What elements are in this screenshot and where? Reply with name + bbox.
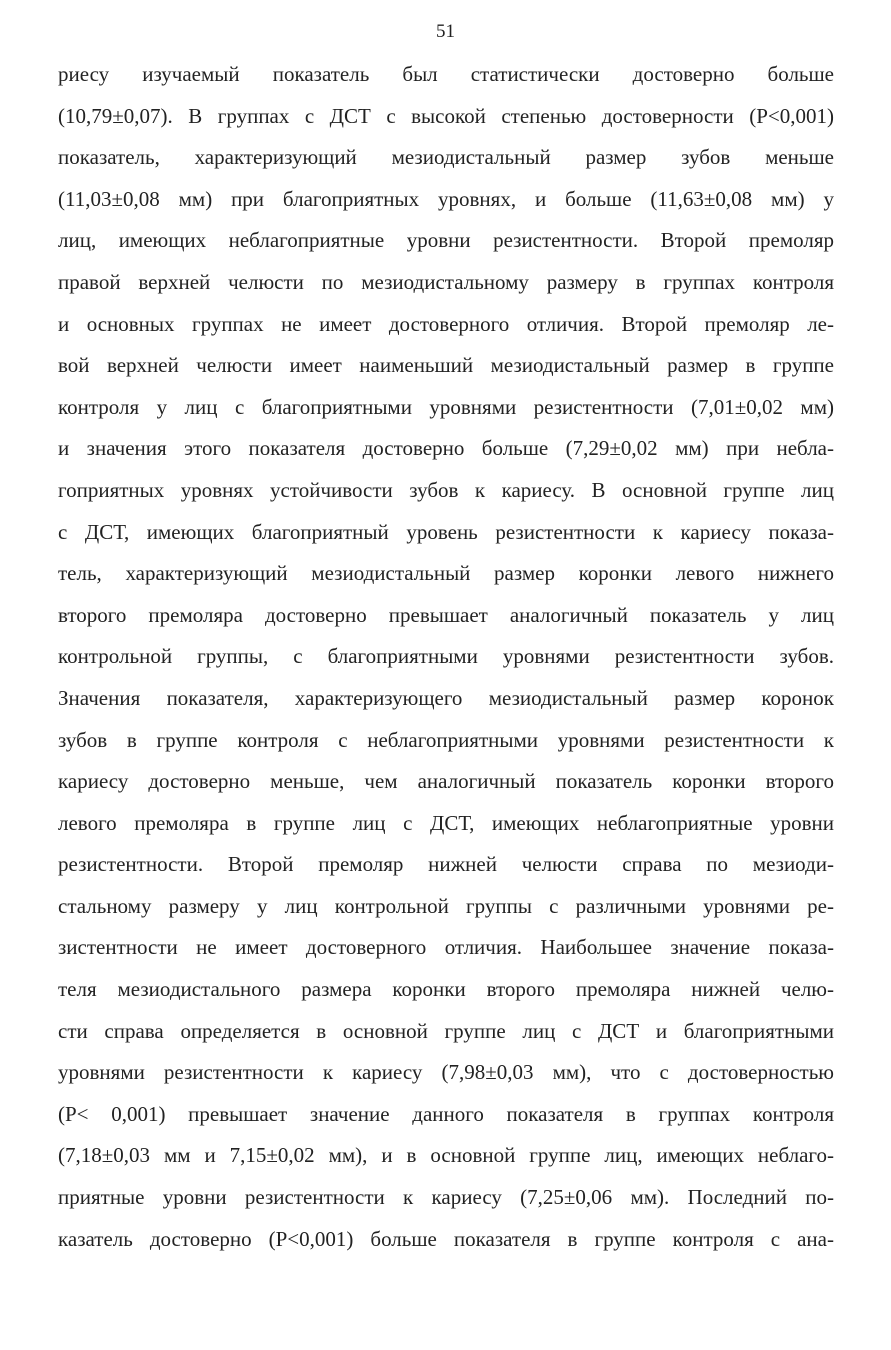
text-line: (7,18±0,03 мм и 7,15±0,02 мм), и в основной группе лиц, имеющих неблаго- bbox=[58, 1143, 834, 1168]
text-line: риесу изучаемый показатель был статистически достоверно больше bbox=[58, 62, 834, 86]
text-line: резистентности. Второй премоляр нижней челюсти справа по мезиоди- bbox=[58, 852, 834, 877]
text-line: и значения этого показателя достоверно больше (7,29±0,02 мм) при небла- bbox=[58, 436, 834, 461]
text-line: (11,03±0,08 мм) при благоприятных уровнях, и больше (11,63±0,08 мм) у bbox=[58, 186, 834, 211]
text-line: левого премоляра в группе лиц с ДСТ, имеющих неблагоприятные уровни bbox=[58, 810, 834, 835]
text-line: (10,79±0,07). В группах с ДСТ с высокой степенью достоверности (Р<0,001) bbox=[58, 103, 834, 128]
text-line: сти справа определяется в основной группе лиц с ДСТ и благоприятными bbox=[58, 1018, 834, 1043]
text-line: (Р< 0,001) превышает значение данного показателя в группах контроля bbox=[58, 1101, 834, 1126]
text-line: контрольной группы, с благоприятными уровнями резистентности зубов. bbox=[58, 644, 834, 669]
page-number: 51 bbox=[436, 21, 455, 42]
text-line: уровнями резистентности к кариесу (7,98±0,03 мм), что с достоверностью bbox=[58, 1060, 834, 1085]
text-line: правой верхней челюсти по мезиодистальному размеру в группах контроля bbox=[58, 269, 834, 294]
text-line: теля мезиодистального размера коронки второго премоляра нижней челю- bbox=[58, 977, 834, 1002]
text-line: Значения показателя, характеризующего мезиодистальный размер коронок bbox=[58, 685, 834, 710]
text-line: лиц, имеющих неблагоприятные уровни резистентности. Второй премоляр bbox=[58, 228, 834, 253]
text-line: контроля у лиц с благоприятными уровнями резистентности (7,01±0,02 мм) bbox=[58, 394, 834, 419]
text-line: приятные уровни резистентности к кариесу (7,25±0,06 мм). Последний по- bbox=[58, 1185, 834, 1210]
text-line: стальному размеру у лиц контрольной группы с различными уровнями ре- bbox=[58, 893, 834, 918]
text-line: с ДСТ, имеющих благоприятный уровень резистентности к кариесу показа- bbox=[58, 519, 834, 544]
body-text bbox=[58, 54, 834, 1260]
text-line: показатель, характеризующий мезиодистальный размер зубов меньше bbox=[58, 145, 834, 170]
text-line: зистентности не имеет достоверного отличия. Наибольшее значение показа- bbox=[58, 935, 834, 960]
text-line: вой верхней челюсти имеет наименьший мезиодистальный размер в группе bbox=[58, 353, 834, 378]
text-line: гоприятных уровнях устойчивости зубов к кариесу. В основной группе лиц bbox=[58, 477, 834, 502]
text-line: зубов в группе контроля с неблагоприятными уровнями резистентности к bbox=[58, 727, 834, 752]
text-line: казатель достоверно (Р<0,001) больше показателя в группе контроля с ана- bbox=[58, 1226, 834, 1251]
text-line: второго премоляра достоверно превышает аналогичный показатель у лиц bbox=[58, 602, 834, 627]
text-line: кариесу достоверно меньше, чем аналогичный показатель коронки второго bbox=[58, 769, 834, 794]
text-line: тель, характеризующий мезиодистальный размер коронки левого нижнего bbox=[58, 561, 834, 586]
text-line: и основных группах не имеет достоверного отличия. Второй премоляр ле- bbox=[58, 311, 834, 336]
